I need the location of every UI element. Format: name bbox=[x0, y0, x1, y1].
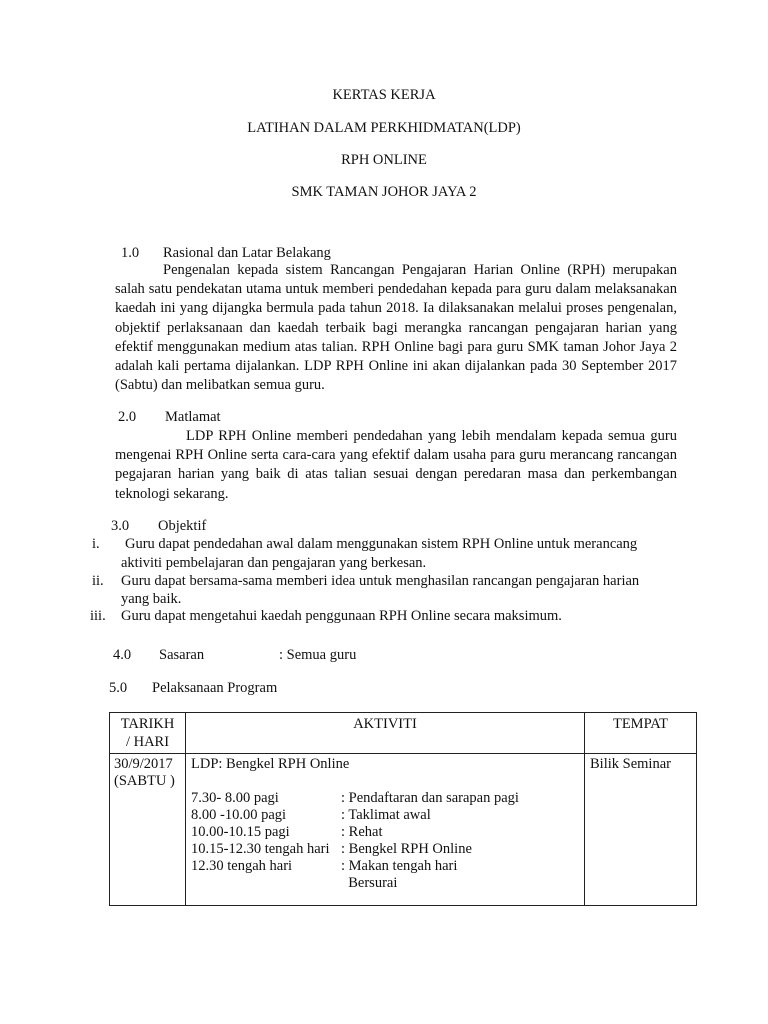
doc-school: SMK TAMAN JOHOR JAYA 2 bbox=[291, 184, 477, 200]
schedule-desc: : Makan tengah hari bbox=[341, 858, 458, 874]
section-2-body: LDP RPH Online memberi pendedahan yang lebih mendalam kepada semua guru mengenai RPH Online serta cara-cara yang efektif dalam usaha para guru merancang rancangan pegajaran harian yang baik di atas talian sesuai dengan peredaran masa dan perkembangan teknologi sekarang. bbox=[115, 428, 677, 502]
header-date bbox=[110, 713, 186, 754]
section-number: 4.0 bbox=[113, 647, 132, 663]
schedule-time: 8.00 -10.00 pagi bbox=[191, 807, 287, 823]
objective-numeral: i. bbox=[92, 536, 100, 552]
section-title: Pelaksanaan Program bbox=[152, 680, 278, 696]
schedule-item bbox=[191, 824, 579, 841]
section-1-body: Pengenalan kepada sistem Rancangan Pengajaran Harian Online (RPH) merupakan salah satu pendekatan utama untuk memberi pendedahan kepada para guru dalam melaksanakan kaedah ini yang dijangka bermula pada tahun 2018. Ia dilaksanakan melalui proses pengenalan, objektif perlaksanaan dan kaedah terbaik bagi merangka rancangan pengajaran harian yang efektif menggunakan medium atas talian. RPH Online bagi para guru SMK taman Johor Jaya 2 adalah kali pertama dijalankan. LDP RPH Online ini akan dijalankan pada 30 September 2017 (Sabtu) dan melibatkan semua guru. bbox=[115, 262, 677, 394]
day-value: (SABTU ) bbox=[114, 773, 175, 789]
section-3-heading bbox=[111, 518, 206, 535]
schedule-item bbox=[191, 841, 579, 858]
schedule-time: 10.00-10.15 pagi bbox=[191, 824, 290, 840]
section-2-heading bbox=[118, 409, 221, 426]
cell-date bbox=[110, 754, 186, 906]
schedule-time bbox=[191, 875, 341, 892]
objective-numeral: ii. bbox=[92, 573, 104, 589]
table-header-row bbox=[110, 713, 697, 754]
schedule-desc: Bersurai bbox=[341, 875, 398, 891]
section-5-heading bbox=[109, 680, 277, 697]
objective-text-line2: aktiviti pembelajaran dan pengajaran yang berkesan. bbox=[121, 555, 427, 571]
date-value: 30/9/2017 bbox=[114, 756, 173, 772]
cell-activity bbox=[186, 754, 585, 906]
section-1-heading bbox=[121, 245, 331, 262]
header-place: TEMPAT bbox=[585, 713, 697, 754]
schedule-desc: : Bengkel RPH Online bbox=[341, 841, 472, 857]
schedule-time: 12.30 tengah hari bbox=[191, 858, 293, 874]
schedule-list bbox=[191, 790, 579, 892]
section-number: 5.0 bbox=[109, 680, 128, 696]
schedule-item bbox=[191, 858, 579, 875]
schedule-item bbox=[191, 875, 579, 892]
schedule-desc: : Taklimat awal bbox=[341, 807, 431, 823]
schedule-time: 10.15-12.30 tengah hari bbox=[191, 841, 330, 857]
section-number: 3.0 bbox=[111, 518, 130, 534]
objective-text-line1: Guru dapat mengetahui kaedah penggunaan RPH Online secara maksimum. bbox=[121, 608, 562, 624]
section-number: 2.0 bbox=[118, 409, 137, 425]
table-row bbox=[110, 754, 697, 906]
target-value: : Semua guru bbox=[279, 647, 357, 663]
activity-title: LDP: Bengkel RPH Online bbox=[191, 756, 350, 772]
doc-title: KERTAS KERJA bbox=[332, 87, 436, 103]
section-title: Objektif bbox=[158, 518, 207, 534]
section-4-heading bbox=[113, 647, 356, 664]
schedule-time: 7.30- 8.00 pagi bbox=[191, 790, 279, 806]
schedule-desc: : Pendaftaran dan sarapan pagi bbox=[341, 790, 519, 806]
objective-text-line2: yang baik. bbox=[121, 591, 182, 607]
section-title: Sasaran bbox=[159, 647, 205, 663]
objective-text-line1: Guru dapat pendedahan awal dalam menggunakan sistem RPH Online untuk merancang bbox=[125, 536, 638, 552]
schedule-item bbox=[191, 790, 579, 807]
header-date-line1: TARIKH bbox=[120, 716, 175, 732]
doc-program: RPH ONLINE bbox=[341, 152, 427, 168]
objective-numeral: iii. bbox=[90, 608, 106, 624]
program-table bbox=[109, 712, 697, 906]
cell-place: Bilik Seminar bbox=[585, 754, 697, 906]
header-date-line2: / HARI bbox=[125, 734, 170, 750]
schedule-item bbox=[191, 807, 579, 824]
section-number: 1.0 bbox=[121, 245, 140, 261]
objective-text-line1: Guru dapat bersama-sama memberi idea untuk menghasilan rancangan pengajaran harian bbox=[121, 573, 640, 589]
header-activity: AKTIVITI bbox=[186, 713, 585, 754]
section-title: Rasional dan Latar Belakang bbox=[163, 245, 331, 261]
doc-subtitle: LATIHAN DALAM PERKHIDMATAN(LDP) bbox=[247, 120, 521, 136]
section-title: Matlamat bbox=[165, 409, 221, 425]
schedule-desc: : Rehat bbox=[341, 824, 383, 840]
